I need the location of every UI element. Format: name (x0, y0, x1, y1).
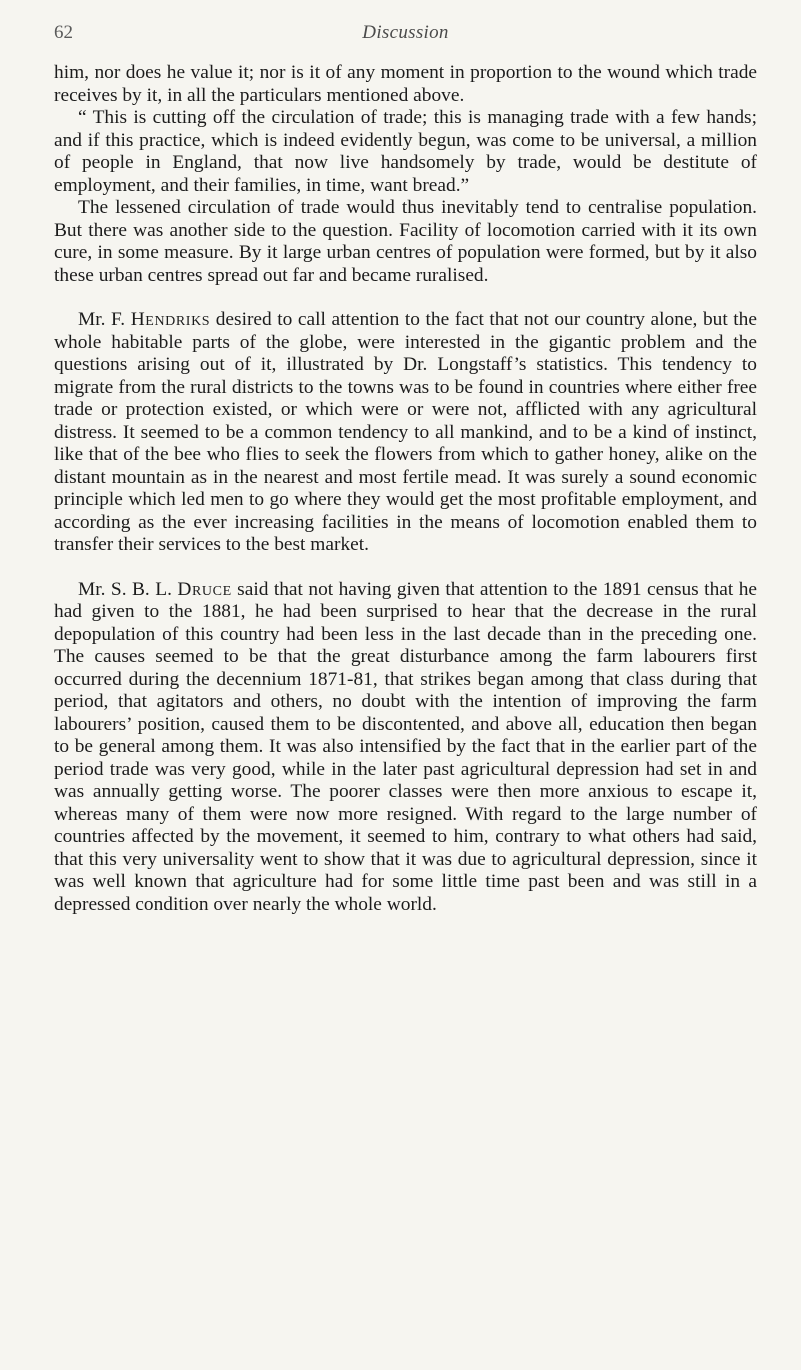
speaker-prefix: Mr. F. (78, 309, 126, 330)
paragraph-hendriks (54, 309, 757, 557)
paragraph-continuation: him, nor does he value it; nor is it of any moment in proportion to the wound which trade receives by it, in all the particulars mentioned above. (54, 62, 757, 106)
page-number: 62 (54, 22, 73, 43)
running-title: Discussion (362, 22, 449, 43)
paragraph-centralisation: The lessened circulation of trade would thus inevitably tend to centralise population. But there was another side to the question. Facility of locomotion carried with it its own cure, in some measure. By it large urban centres of population were formed, but by it also these urban centres spread out far and became ruralised. (54, 197, 757, 286)
speaker-name: Druce (177, 578, 232, 600)
paragraph-druce (54, 579, 757, 917)
speaker-remarks: desired to call attention to the fact that not our country alone, but the whole habitable parts of the globe, were interested in the gigantic problem and the questions arising out of it, illustrated by Dr. Longstaff’s statistics. This tendency to migrate from the rural districts to the towns was to be found in countries where either free trade or protection existed, or which were or were not, afflicted with any agricultural distress. It seemed to be a common tendency to all mankind, and to be a kind of instinct, like that of the bee who flies to seek the flowers from which to gather honey, alike on the distant mountain as in the nearest and most fertile mead. It was surely a sound economic principle which led men to go where they would get the most profitable employment, and according as the ever increasing facilities in the means of locomotion enabled them to transfer their services to the best market. (54, 309, 757, 555)
paragraph-quotation: “ This is cutting off the circulation of trade; this is managing trade with a few hands; and if this practice, which is indeed evidently begun, was come to be universal, a million of people in England, that now live handsomely by trade, would be destitute of employment, and their families, in time, want bread.” (54, 107, 757, 196)
speaker-remarks: said that not having given that attention to the 1891 census that he had given to the 1881, he had been surprised to hear that the decrease in the rural depopulation of this country had been less in the last decade than in the preceding one. The causes seemed to be that the great disturbance among the farm labourers first occurred during the decennium 1871-81, that strikes began among that class during that period, that agitators and others, no doubt with the intention of improving the farm labourers’ position, caused them to be discontented, and above all, education then began to be general among them. It was also intensified by the fact that in the earlier part of the period trade was very good, while in the later past agricultural depression had set in and was annually getting worse. The poorer classes were then more anxious to escape it, whereas many of them were now more resigned. With regard to the large number of countries affected by the movement, it seemed to him, contrary to what others had said, that this very universality went to show that it was due to agricultural depression, since it was well known that agriculture had for some little time past been and was still in a depressed condition over nearly the whole world. (54, 578, 757, 915)
running-head (54, 22, 757, 62)
speaker-name: Hendriks (130, 309, 211, 330)
speaker-prefix: Mr. S. B. L. (78, 578, 172, 600)
body-text (54, 62, 757, 916)
